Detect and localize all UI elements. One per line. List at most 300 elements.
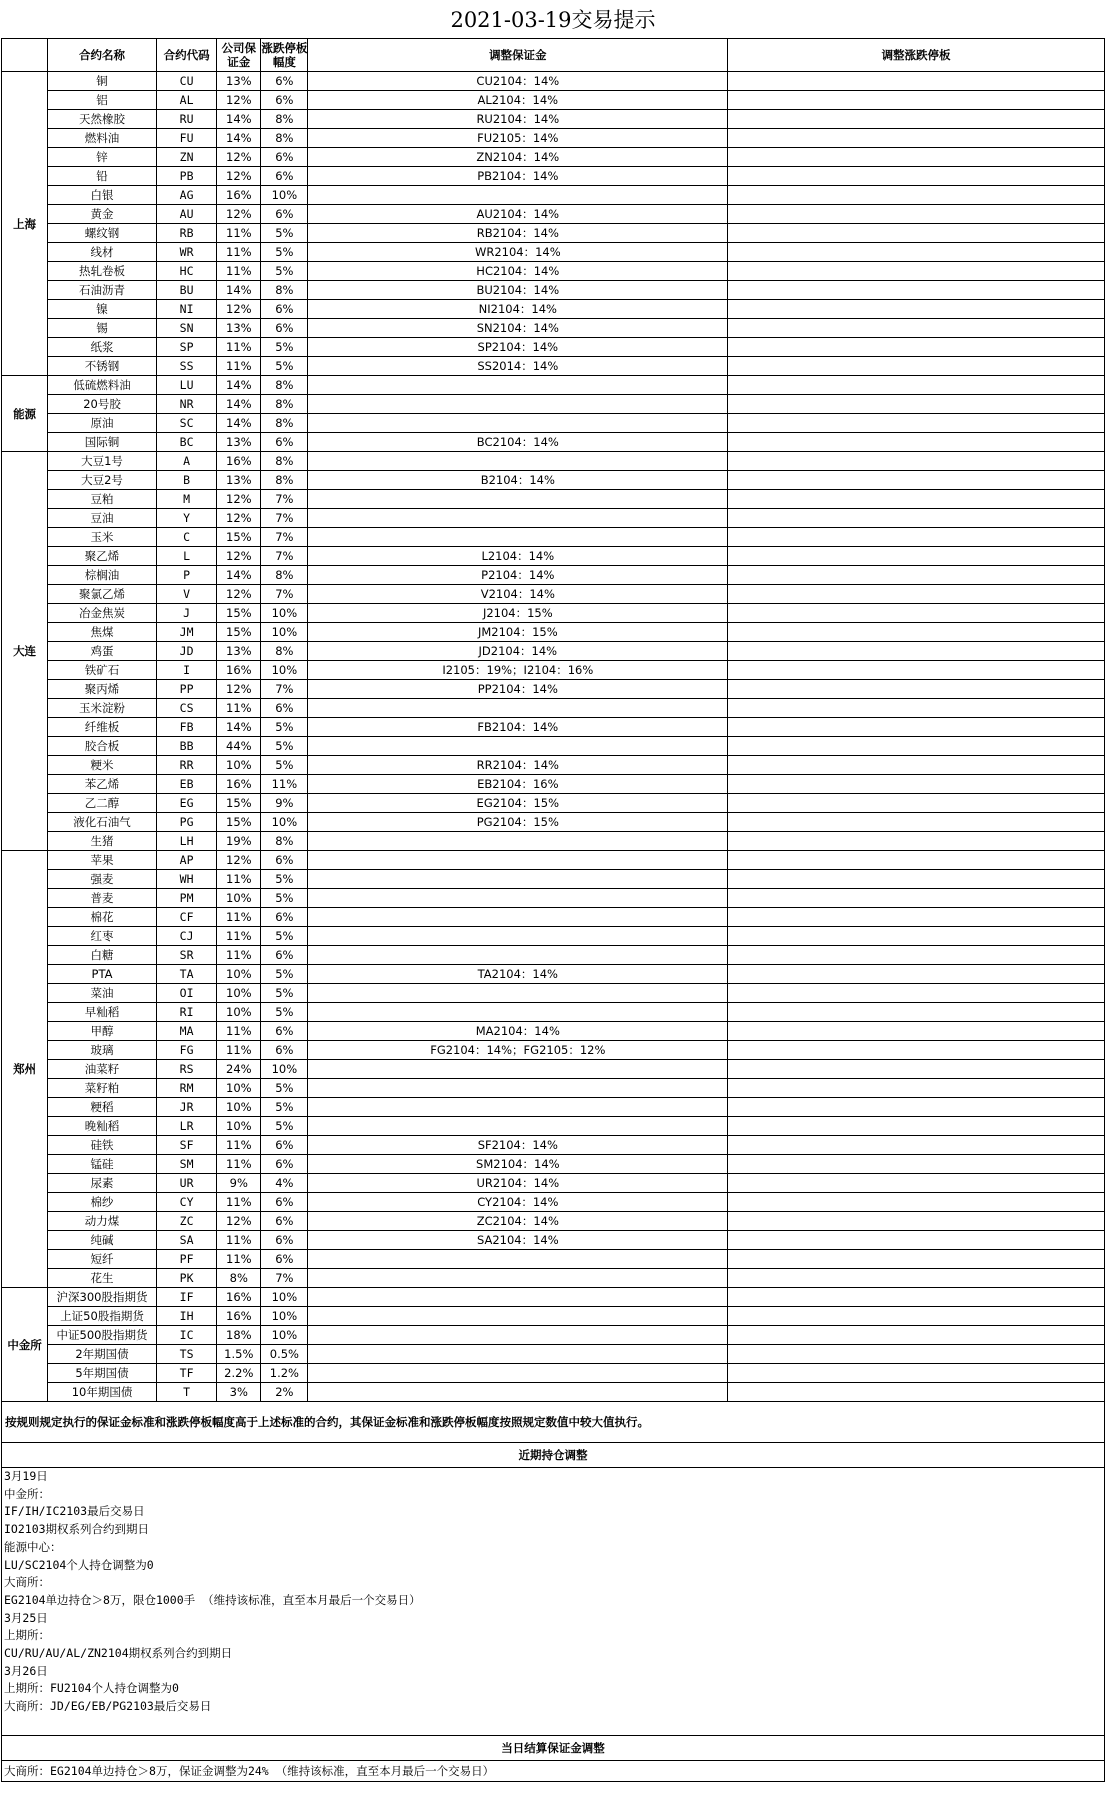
adjust-limit [728,775,1105,794]
contract-name: 聚丙烯 [48,680,157,699]
position-notes-row [2,1468,1105,1736]
adjust-limit [728,186,1105,205]
company-margin: 10% [217,1079,261,1098]
contract-name: 普麦 [48,889,157,908]
adjust-limit [728,509,1105,528]
contract-code: AP [156,851,216,870]
contract-code: IC [156,1326,216,1345]
company-margin: 11% [217,1041,261,1060]
table-row [2,528,1105,547]
contract-code: AU [156,205,216,224]
header-adjust-limit: 调整涨跌停板 [728,39,1105,72]
contract-name: 铝 [48,91,157,110]
contract-name: 2年期国债 [48,1345,157,1364]
company-margin: 16% [217,775,261,794]
adjust-limit [728,699,1105,718]
limit-range: 5% [261,927,308,946]
position-note-line: 上期所：FU2104个人持仓调整为0 [4,1681,179,1696]
limit-range: 6% [261,433,308,452]
contract-code: LU [156,376,216,395]
limit-range: 6% [261,946,308,965]
table-row [2,1098,1105,1117]
adjust-margin: AU2104：14% [308,205,728,224]
adjust-margin [308,509,728,528]
company-margin: 13% [217,642,261,661]
table-row [2,699,1105,718]
limit-range: 10% [261,813,308,832]
company-margin: 10% [217,1003,261,1022]
company-margin: 8% [217,1269,261,1288]
contract-name: 苯乙烯 [48,775,157,794]
contract-code: FU [156,129,216,148]
adjust-margin [308,927,728,946]
adjust-limit [728,452,1105,471]
limit-range: 5% [261,870,308,889]
table-row [2,205,1105,224]
contract-name: 大豆1号 [48,452,157,471]
position-note-line: 中金所： [4,1486,50,1501]
adjust-limit [728,927,1105,946]
contract-code: FB [156,718,216,737]
adjust-margin [308,851,728,870]
contract-name: 螺纹钢 [48,224,157,243]
company-margin: 12% [217,205,261,224]
limit-range: 7% [261,680,308,699]
contract-name: 苹果 [48,851,157,870]
adjust-limit [728,1269,1105,1288]
adjust-limit [728,224,1105,243]
contract-name: 10年期国债 [48,1383,157,1402]
limit-range: 5% [261,965,308,984]
company-margin: 11% [217,243,261,262]
adjust-limit [728,946,1105,965]
table-row [2,813,1105,832]
table-row [2,1155,1105,1174]
limit-range: 10% [261,1288,308,1307]
adjust-limit [728,984,1105,1003]
company-margin: 12% [217,91,261,110]
adjust-margin: WR2104：14% [308,243,728,262]
contract-name: 豆油 [48,509,157,528]
adjust-limit [728,262,1105,281]
table-row [2,756,1105,775]
table-row [2,129,1105,148]
adjust-margin: ZN2104：14% [308,148,728,167]
limit-range: 6% [261,1193,308,1212]
contract-code: Y [156,509,216,528]
table-row [2,490,1105,509]
limit-range: 10% [261,623,308,642]
contract-code: NI [156,300,216,319]
company-margin: 11% [217,1231,261,1250]
table-row [2,281,1105,300]
contract-name: 硅铁 [48,1136,157,1155]
table-row [2,946,1105,965]
contract-name: 线材 [48,243,157,262]
adjust-limit [728,585,1105,604]
contract-code: I [156,661,216,680]
limit-range: 6% [261,851,308,870]
adjust-limit [728,604,1105,623]
table-header [2,39,1105,72]
adjust-margin: SA2104：14% [308,1231,728,1250]
adjust-limit [728,72,1105,91]
adjust-margin [308,737,728,756]
company-margin: 11% [217,224,261,243]
adjust-margin [308,870,728,889]
company-margin: 16% [217,452,261,471]
table-row [2,965,1105,984]
adjust-margin [308,908,728,927]
contract-code: SA [156,1231,216,1250]
company-margin: 12% [217,585,261,604]
company-margin: 12% [217,851,261,870]
table-row [2,243,1105,262]
company-margin: 11% [217,1250,261,1269]
contract-name: 大豆2号 [48,471,157,490]
adjust-margin [308,699,728,718]
adjust-margin: I2105：19%；I2104：16% [308,661,728,680]
adjust-margin [308,1003,728,1022]
contract-code: RI [156,1003,216,1022]
company-margin: 14% [217,395,261,414]
limit-range: 6% [261,1212,308,1231]
contract-code: HC [156,262,216,281]
table-row [2,1193,1105,1212]
contract-code: M [156,490,216,509]
contract-name: PTA [48,965,157,984]
adjust-margin: JD2104：14% [308,642,728,661]
adjust-margin: TA2104：14% [308,965,728,984]
adjust-margin: SF2104：14% [308,1136,728,1155]
table-row [2,148,1105,167]
table-row [2,680,1105,699]
adjust-limit [728,566,1105,585]
adjust-margin [308,1117,728,1136]
adjust-limit [728,1079,1105,1098]
contract-name: 短纤 [48,1250,157,1269]
table-row [2,1383,1105,1402]
exchange-name: 能源 [2,376,48,452]
contract-code: TA [156,965,216,984]
adjust-limit [728,1174,1105,1193]
contract-code: CJ [156,927,216,946]
table-row [2,262,1105,281]
limit-range: 8% [261,395,308,414]
contract-code: RM [156,1079,216,1098]
table-row [2,585,1105,604]
contract-name: 20号胶 [48,395,157,414]
adjust-limit [728,148,1105,167]
adjust-margin [308,1345,728,1364]
limit-range: 4% [261,1174,308,1193]
contract-name: 玻璃 [48,1041,157,1060]
contract-name: 中证500股指期货 [48,1326,157,1345]
contract-code: TS [156,1345,216,1364]
contract-code: TF [156,1364,216,1383]
contract-name: 5年期国债 [48,1364,157,1383]
adjust-margin: ZC2104：14% [308,1212,728,1231]
company-margin: 15% [217,604,261,623]
table-row [2,1326,1105,1345]
limit-range: 5% [261,262,308,281]
adjust-limit [728,129,1105,148]
contract-name: 焦煤 [48,623,157,642]
contract-name: 生猪 [48,832,157,851]
settlement-title-row [2,1736,1105,1761]
table-row [2,338,1105,357]
adjust-margin [308,395,728,414]
adjust-limit [728,1345,1105,1364]
table-row [2,452,1105,471]
table-row [2,224,1105,243]
contract-name: 乙二醇 [48,794,157,813]
contract-name: 冶金焦炭 [48,604,157,623]
contract-code: BU [156,281,216,300]
table-row [2,870,1105,889]
table-row [2,1212,1105,1231]
contract-code: LH [156,832,216,851]
contract-code: CU [156,72,216,91]
table-row [2,737,1105,756]
adjust-limit [728,1383,1105,1402]
contract-name: 液化石油气 [48,813,157,832]
company-margin: 44% [217,737,261,756]
company-margin: 12% [217,148,261,167]
table-row [2,1003,1105,1022]
table-row [2,1079,1105,1098]
adjust-margin: CU2104：14% [308,72,728,91]
contract-code: JM [156,623,216,642]
margin-table [1,38,1105,1782]
adjust-margin: EB2104：16% [308,775,728,794]
position-title: 近期持仓调整 [2,1443,1105,1468]
limit-range: 6% [261,148,308,167]
contract-code: CS [156,699,216,718]
limit-range: 7% [261,490,308,509]
company-margin: 11% [217,927,261,946]
contract-name: 纤维板 [48,718,157,737]
table-row [2,72,1105,91]
header-code: 合约代码 [156,39,216,72]
company-margin: 11% [217,946,261,965]
adjust-margin: MA2104：14% [308,1022,728,1041]
table-row [2,110,1105,129]
contract-code: P [156,566,216,585]
contract-code: WH [156,870,216,889]
contract-name: 沪深300股指期货 [48,1288,157,1307]
page-title: 2021-03-19交易提示 [450,8,656,32]
company-margin: 14% [217,414,261,433]
limit-range: 6% [261,1022,308,1041]
adjust-limit [728,794,1105,813]
adjust-limit [728,1060,1105,1079]
contract-code: LR [156,1117,216,1136]
table-row [2,832,1105,851]
adjust-margin: JM2104：15% [308,623,728,642]
adjust-margin: FG2104：14%；FG2105：12% [308,1041,728,1060]
contract-name: 玉米 [48,528,157,547]
adjust-margin: FB2104：14% [308,718,728,737]
position-note-line: 3月25日 [4,1610,48,1625]
limit-range: 8% [261,129,308,148]
contract-code: AG [156,186,216,205]
contract-code: PP [156,680,216,699]
adjust-limit [728,357,1105,376]
table-row [2,927,1105,946]
contract-name: 玉米淀粉 [48,699,157,718]
company-margin: 15% [217,528,261,547]
limit-range: 5% [261,984,308,1003]
rule-note-row [2,1402,1105,1443]
limit-range: 6% [261,205,308,224]
adjust-margin [308,1098,728,1117]
adjust-margin: NI2104：14% [308,300,728,319]
contract-code: JR [156,1098,216,1117]
adjust-limit [728,1155,1105,1174]
limit-range: 5% [261,1098,308,1117]
adjust-limit [728,414,1105,433]
adjust-limit [728,832,1105,851]
position-note-line: 上期所： [4,1628,50,1643]
contract-code: RU [156,110,216,129]
contract-code: RB [156,224,216,243]
adjust-limit [728,1193,1105,1212]
table-row [2,471,1105,490]
contract-name: 鸡蛋 [48,642,157,661]
adjust-limit [728,1326,1105,1345]
company-margin: 12% [217,490,261,509]
company-margin: 10% [217,1117,261,1136]
company-margin: 11% [217,1155,261,1174]
company-margin: 19% [217,832,261,851]
adjust-margin [308,1250,728,1269]
adjust-limit [728,1364,1105,1383]
contract-name: 动力煤 [48,1212,157,1231]
adjust-margin [308,889,728,908]
position-note-line: 大商所： [4,1575,50,1590]
adjust-margin: J2104：15% [308,604,728,623]
adjust-margin: SN2104：14% [308,319,728,338]
company-margin: 10% [217,889,261,908]
contract-code: CY [156,1193,216,1212]
contract-name: 铅 [48,167,157,186]
adjust-margin [308,186,728,205]
company-margin: 11% [217,908,261,927]
adjust-limit [728,889,1105,908]
company-margin: 10% [217,965,261,984]
contract-name: 铁矿石 [48,661,157,680]
table-row [2,1288,1105,1307]
contract-code: WR [156,243,216,262]
adjust-limit [728,623,1105,642]
contract-name: 强麦 [48,870,157,889]
adjust-margin [308,1307,728,1326]
limit-range: 6% [261,1231,308,1250]
contract-code: T [156,1383,216,1402]
company-margin: 14% [217,376,261,395]
limit-range: 5% [261,338,308,357]
adjust-margin [308,452,728,471]
contract-name: 粳米 [48,756,157,775]
adjust-limit [728,1212,1105,1231]
adjust-limit [728,1098,1105,1117]
adjust-margin: V2104：14% [308,585,728,604]
table-row [2,1345,1105,1364]
limit-range: 6% [261,1041,308,1060]
adjust-limit [728,395,1105,414]
company-margin: 16% [217,186,261,205]
adjust-limit [728,1022,1105,1041]
adjust-margin [308,376,728,395]
contract-name: 早籼稻 [48,1003,157,1022]
adjust-limit [728,1231,1105,1250]
adjust-limit [728,243,1105,262]
company-margin: 15% [217,813,261,832]
contract-code: SN [156,319,216,338]
company-margin: 12% [217,680,261,699]
contract-name: 国际铜 [48,433,157,452]
contract-name: 菜油 [48,984,157,1003]
adjust-margin: PP2104：14% [308,680,728,699]
position-notes [2,1468,1105,1736]
position-note-line: IF/IH/IC2103最后交易日 [4,1504,145,1519]
adjust-margin: B2104：14% [308,471,728,490]
company-margin: 16% [217,661,261,680]
adjust-limit [728,205,1105,224]
table-row [2,395,1105,414]
adjust-limit [728,661,1105,680]
company-margin: 13% [217,471,261,490]
adjust-limit [728,319,1105,338]
position-note-line: CU/RU/AU/AL/ZN2104期权系列合约到期日 [4,1646,233,1661]
company-margin: 13% [217,319,261,338]
adjust-limit [728,1117,1105,1136]
adjust-margin [308,984,728,1003]
limit-range: 7% [261,547,308,566]
table-row [2,1174,1105,1193]
position-note-line: IO2103期权系列合约到期日 [4,1522,150,1537]
contract-code: EB [156,775,216,794]
table-row [2,167,1105,186]
adjust-limit [728,1288,1105,1307]
contract-name: 粳稻 [48,1098,157,1117]
limit-range: 10% [261,186,308,205]
contract-code: IF [156,1288,216,1307]
position-note-line: 大商所：JD/EG/EB/PG2103最后交易日 [4,1699,212,1714]
company-margin: 11% [217,1136,261,1155]
contract-code: SF [156,1136,216,1155]
table-row [2,566,1105,585]
table-row [2,414,1105,433]
adjust-limit [728,1003,1105,1022]
table-row [2,300,1105,319]
adjust-limit [728,737,1105,756]
table-row [2,718,1105,737]
limit-range: 8% [261,642,308,661]
contract-name: 锰硅 [48,1155,157,1174]
limit-range: 5% [261,1117,308,1136]
table-row [2,889,1105,908]
adjust-margin [308,946,728,965]
contract-code: L [156,547,216,566]
limit-range: 10% [261,661,308,680]
table-row [2,186,1105,205]
adjust-margin: SS2014：14% [308,357,728,376]
contract-name: 上证50股指期货 [48,1307,157,1326]
adjust-limit [728,756,1105,775]
table-row [2,1041,1105,1060]
